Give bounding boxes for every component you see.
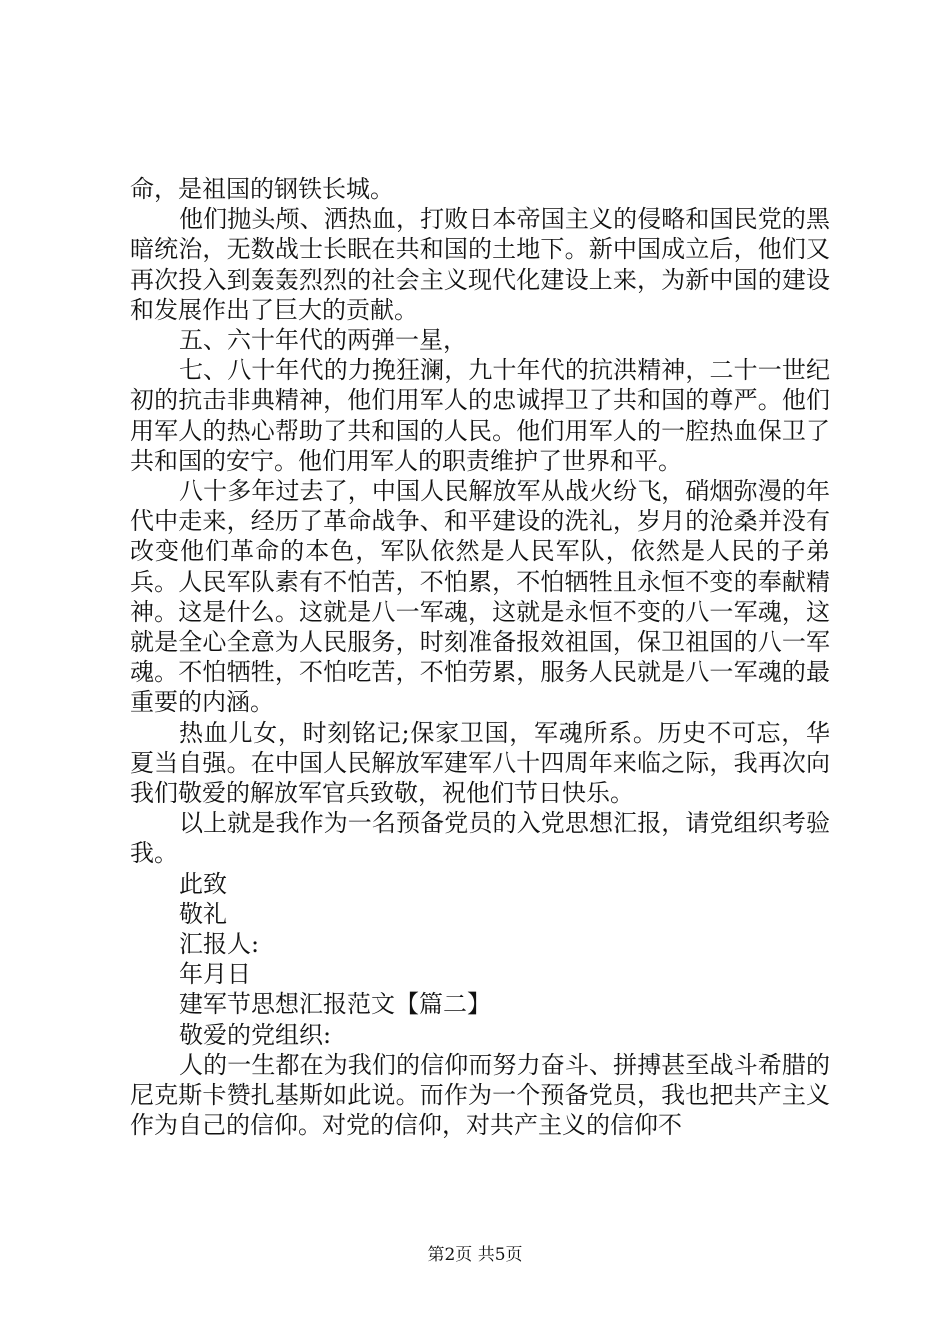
paragraph: 八十多年过去了，中国人民解放军从战火纷飞，硝烟弥漫的年代中走来，经历了革命战争、和平建设的洗礼，岁月的沧桑并没有改变他们革命的本色，军队依然是人民军队，依然是人民的子弟兵。人民军队素有不怕苦，不怕累，不怕牺牲且永恒不变的奉献精神。这是什么。这就是八一军魂，这就是永恒不变的八一军魂，这就是全心全意为人民服务，时刻准备报效祖国，保卫祖国的八一军魂。不怕牺牲，不怕吃苦，不怕劳累，服务人民就是八一军魂的最重要的内涵。 <box>130 477 830 717</box>
date-line: 年月日 <box>179 960 251 989</box>
salutation-line: 此致 <box>179 869 227 898</box>
paragraph: 五、六十年代的两弹一星， <box>179 326 467 355</box>
greeting-line: 敬爱的党组织: <box>179 1020 332 1049</box>
paragraph: 热血儿女，时刻铭记;保家卫国，军魂所系。历史不可忘，华夏当自强。在中国人民解放军建军八十四周年来临之际，我再次向我们敬爱的解放军官兵致敬，祝他们节日快乐。 <box>130 718 830 808</box>
paragraph: 以上就是我作为一名预备党员的入党思想汇报，请党组织考验我。 <box>130 809 830 868</box>
paragraph: 七、八十年代的力挽狂澜，九十年代的抗洪精神，二十一世纪初的抗击非典精神，他们用军人的忠诚捍卫了共和国的尊严。他们用军人的热心帮助了共和国的人民。他们用军人的一腔热血保卫了共和国的安宁。他们用军人的职责维护了世界和平。 <box>130 356 830 475</box>
document-body <box>130 174 830 1141</box>
page-footer: 第2页 共5页 <box>427 1245 523 1265</box>
signature-line: 汇报人: <box>179 930 260 959</box>
paragraph: 人的一生都在为我们的信仰而努力奋斗、拼搏甚至战斗希腊的尼克斯卡赞扎基斯如此说。而作为一个预备党员，我也把共产主义作为自己的信仰。对党的信仰，对共产主义的信仰不 <box>130 1050 830 1140</box>
salutation-line: 敬礼 <box>179 899 227 928</box>
paragraph-continuation: 命，是祖国的钢铁长城。 <box>130 175 394 203</box>
paragraph: 他们抛头颅、洒热血，打败日本帝国主义的侵略和国民党的黑暗统治，无数战士长眠在共和国的土地下。新中国成立后，他们又再次投入到轰轰烈烈的社会主义现代化建设上来，为新中国的建设和发展作出了巨大的贡献。 <box>130 205 830 324</box>
section-heading: 建军节思想汇报范文【篇二】 <box>179 990 491 1019</box>
